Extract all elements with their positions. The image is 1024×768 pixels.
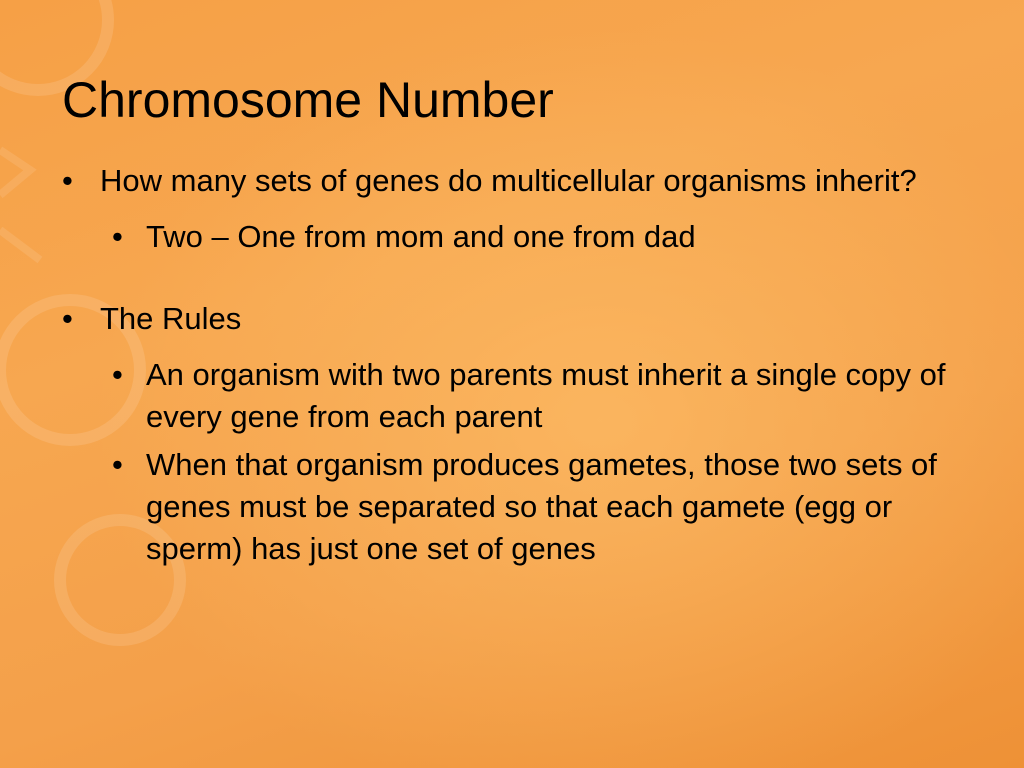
- decorative-line: [0, 230, 40, 260]
- bullet-text: An organism with two parents must inherit a single copy of every gene from each parent: [146, 357, 946, 434]
- bullet-item-level-2: [62, 354, 982, 438]
- bullet-list: [62, 160, 982, 570]
- bullet-text: How many sets of genes do multicellular organisms inherit?: [100, 163, 917, 198]
- bullet-marker: •: [112, 219, 123, 254]
- bullet-text: When that organism produces gametes, those two sets of genes must be separated so that each gamete (egg or sperm) has just one set of genes: [146, 447, 937, 566]
- bullet-item-level-2: [62, 444, 982, 570]
- bullet-item-level-1: [62, 298, 982, 340]
- bullet-item-level-2: [62, 216, 982, 258]
- bullet-marker: •: [62, 301, 73, 336]
- bullet-item-level-1: [62, 160, 982, 202]
- bullet-text: The Rules: [100, 301, 242, 336]
- slide-title: Chromosome Number: [62, 72, 554, 128]
- bullet-marker: •: [62, 163, 73, 198]
- bullet-marker: •: [112, 447, 123, 482]
- bullet-marker: •: [112, 357, 123, 392]
- decorative-chevron: [0, 150, 30, 195]
- bullet-text: Two – One from mom and one from dad: [146, 219, 696, 254]
